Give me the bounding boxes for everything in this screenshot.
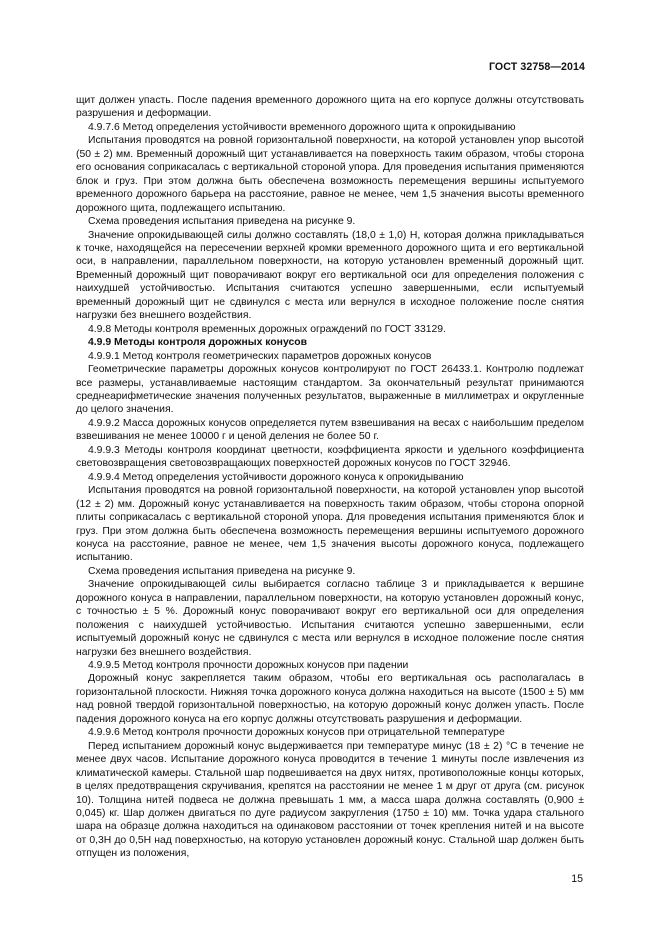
clause-4-9-9-6-title: 4.9.9.6 Метод контроля прочности дорожных конусов при отрицательной температуре <box>88 727 505 739</box>
clause-4-9-8: 4.9.8 Методы контроля временных дорожных ограждений по ГОСТ 33129. <box>88 323 446 335</box>
clause-4-9-9-4-title: 4.9.9.4 Метод определения устойчивости дорожного конуса к опрокидыванию <box>88 471 464 483</box>
clause-4-9-9-2: 4.9.9.2 Масса дорожных конусов определяется путем взвешивания на весах с наибольшим пределом взвешивания не менее 10000 г и ценой деления не более 50 г. <box>76 417 584 443</box>
paragraph: Испытания проводятся на ровной горизонтальной поверхности, на которой установлен упор высотой (12 ± 2) мм. Дорожный конус устанавливается на поверхность таким образом, чтобы сторона опорной плиты соприкасалась с вертикальной стороной упора. Для проведения испытания применяются блок и груз. При этом должна быть обеспечена возможность перемещения вершины испытуемого дорожного конуса на расстояние, равное не менее, чем 1,5 значения высоты дорожного конуса, подлежащего испытанию. <box>76 485 584 564</box>
paragraph: Перед испытанием дорожный конус выдерживается при температуре минус (18 ± 2) °С в течение не менее двух часов. Испытание дорожного конуса проводится в течение 1 минуты после извлечения из климатической камеры. Стальной шар подвешивается на двух нитях, противоположные концы которых, в целях предотвращения скручивания, крепятся на расстоянии не менее 1 м друг от друга (см. рисунок 10). Толщина нитей подвеса не должна превышать 1 мм, а масса шара должна составлять (0,900 ± 0,045) кг. Шар должен двигаться по дуге радиусом закругления (1750 ± 10) мм. Точка удара стального шара на образце должна находиться на одинаковом расстоянии от точек крепления нитей и на высоте от 0,3Н до 0,5Н над поверхностью, на которую установлен дорожный конус. Стальной шар должен быть отпущен из положения, <box>76 740 584 860</box>
clause-4-9-9-heading: 4.9.9 Методы контроля дорожных конусов <box>88 337 307 349</box>
clause-4-9-9-1-title: 4.9.9.1 Метод контроля геометрических параметров дорожных конусов <box>88 350 432 362</box>
paragraph-continuation: щит должен упасть. После падения временного дорожного щита на его корпусе должны отсутствовать разрушения и деформации. <box>76 95 584 120</box>
paragraph: Схема проведения испытания приведена на рисунке 9. <box>88 216 356 228</box>
paragraph: Значение опрокидывающей силы выбирается согласно таблице 3 и прикладывается к вершине дорожного конуса в направлении, параллельном поверхности, на которую установлен дорожный конус, с точностью ± 5 %. Дорожный конус поворачивают вокруг его вертикальной оси для определения положения с наихудшей устойчивостью. Испытания считаются успешно завершенными, если испытуемый дорожный конус не сдвинулся с места или вернулся в исходное положение после снятия нагрузки без внешнего воздействия. <box>76 579 584 658</box>
paragraph: Значение опрокидывающей силы должно составлять (18,0 ± 1,0) Н, которая должна прикладываться к точке, находящейся на пересечении верхней кромки временного дорожного щита и его вертикальной оси, в направлении, параллельном поверхности, на которую установлен временный дорожный щит. Временный дорожный щит поворачивают вокруг его вертикальной оси для определения положения с наихудшей устойчивостью. Испытания считаются успешно завершенными, если испытуемый временный дорожный щит не сдвинулся с места или вернулся в исходное положение после снятия нагрузки без внешнего воздействия. <box>76 229 584 322</box>
clause-4-9-9-3: 4.9.9.3 Методы контроля координат цветности, коэффициента яркости и удельного коэффициента световозвращения световозвращающих поверхностей дорожных конусов по ГОСТ 32946. <box>76 444 584 470</box>
paragraph: Испытания проводятся на ровной горизонтальной поверхности, на которой установлен упор высотой (50 ± 2) мм. Временный дорожный щит устанавливается на поверхность таким образом, чтобы сторона его основания соприкасалась с вертикальной стороной упора. Для проведения испытания применяются блок и груз. При этом должна быть обеспечена возможность перемещения вершины испытуемого временного дорожного барьера на расстояние, равное не менее, чем 1,5 значения высоты временного дорожного щита, подлежащего испытанию. <box>76 135 584 214</box>
clause-4-9-7-6-title: 4.9.7.6 Метод определения устойчивости временного дорожного щита к опрокидыванию <box>88 121 516 133</box>
paragraph: Схема проведения испытания приведена на рисунке 9. <box>88 565 356 577</box>
paragraph: Геометрические параметры дорожных конусов контролируют по ГОСТ 26433.1. Контролю подлежат все размеры, устанавливаемые настоящим стандартом. За окончательный результат принимаются среднеарифметические значения полученных результатов, выраженные в миллиметрах и округленные до целого значения. <box>76 364 584 416</box>
document-body <box>76 94 584 861</box>
paragraph: Дорожный конус закрепляется таким образом, чтобы его вертикальная ось располагалась в горизонтальной плоскости. Нижняя точка дорожного конуса должна находиться на высоте (1500 ± 5) мм над ровной твердой горизонтальной поверхностью, на которую дорожный конус должен упасть. После падения дорожного конуса на его корпус должны отсутствовать разрушения и деформации. <box>76 673 584 725</box>
page-number: 15 <box>571 873 583 885</box>
standard-header: ГОСТ 32758—2014 <box>488 61 585 73</box>
clause-4-9-9-5-title: 4.9.9.5 Метод контроля прочности дорожных конусов при падении <box>88 660 409 672</box>
